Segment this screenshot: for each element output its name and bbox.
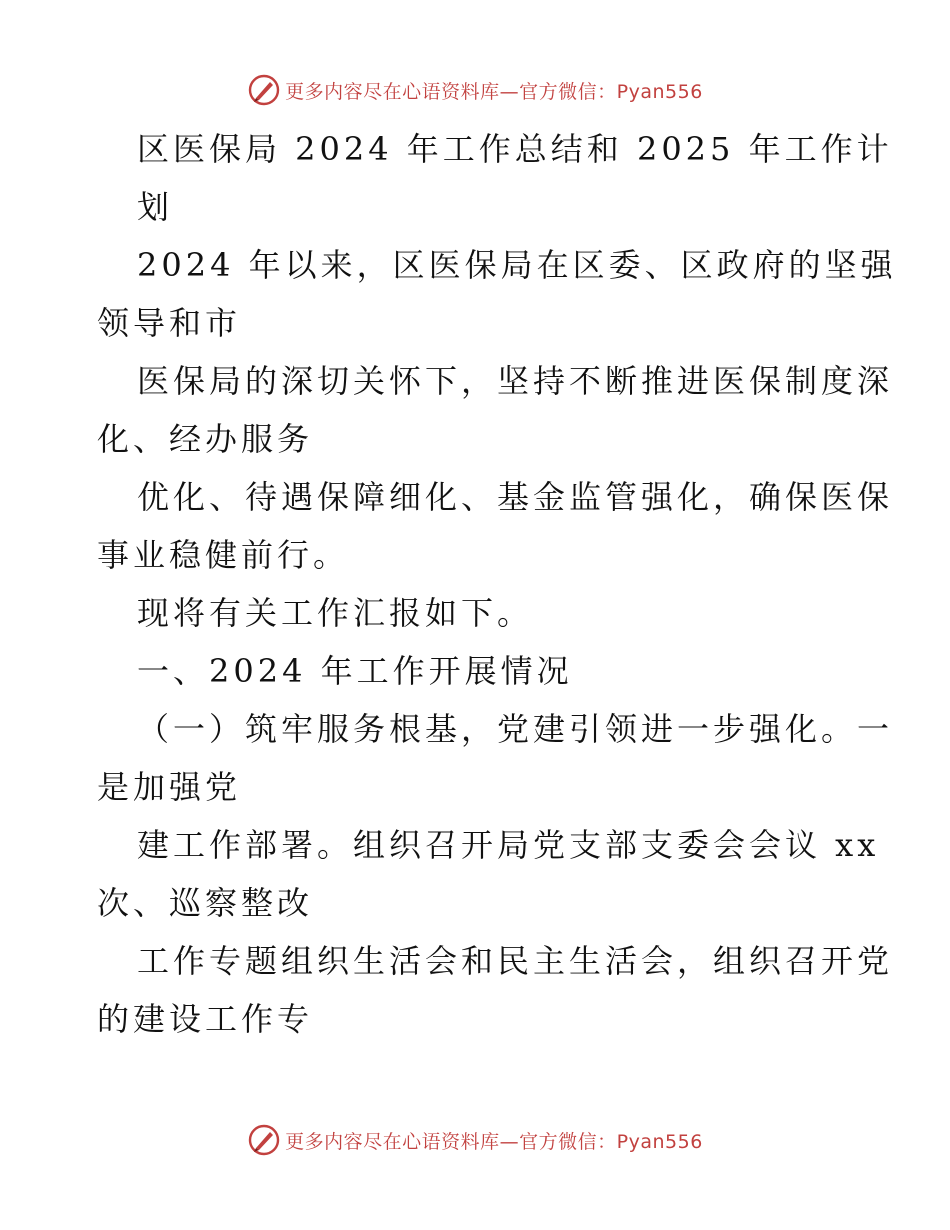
- title-line-1: 区医保局 2024 年工作总结和 2025 年工作计: [137, 130, 893, 168]
- document-body: [97, 120, 897, 1048]
- paragraph-line: 工作专题组织生活会和民主生活会，组织召开党: [137, 942, 894, 980]
- paragraph-line: 次、巡察整改: [97, 884, 314, 922]
- paragraph-line: 优化、待遇保障细化、基金监管强化，确保医保: [137, 478, 894, 516]
- paragraph-line: 2024 年以来，区医保局在区委、区政府的坚强: [137, 246, 897, 284]
- section-heading: 一、2024 年工作开展情况: [137, 652, 573, 690]
- pen-logo-icon: [247, 1123, 281, 1157]
- subsection-line: （一）筑牢服务根基，党建引领进一步强化。一: [137, 710, 894, 748]
- paragraph-line: 是加强党: [97, 768, 242, 806]
- paragraph-line: 领导和市: [97, 304, 242, 342]
- paragraph-line: 建工作部署。组织召开局党支部支委会会议 xx: [137, 826, 880, 864]
- paragraph-line: 医保局的深切关怀下，坚持不断推进医保制度深: [137, 362, 894, 400]
- paragraph-line: 事业稳健前行。: [97, 536, 350, 574]
- paragraph-line: 化、经办服务: [97, 420, 314, 458]
- header-watermark-banner: [0, 70, 950, 110]
- header-watermark-text: 更多内容尽在心语资料库—官方微信：Pyan556: [285, 80, 703, 103]
- footer-watermark-banner: [0, 1120, 950, 1160]
- pen-logo-icon: [247, 73, 281, 107]
- footer-watermark-text: 更多内容尽在心语资料库—官方微信：Pyan556: [285, 1130, 703, 1153]
- paragraph-line: 现将有关工作汇报如下。: [137, 594, 534, 632]
- title-line-2: 划: [137, 188, 174, 226]
- paragraph-line: 的建设工作专: [97, 1000, 314, 1038]
